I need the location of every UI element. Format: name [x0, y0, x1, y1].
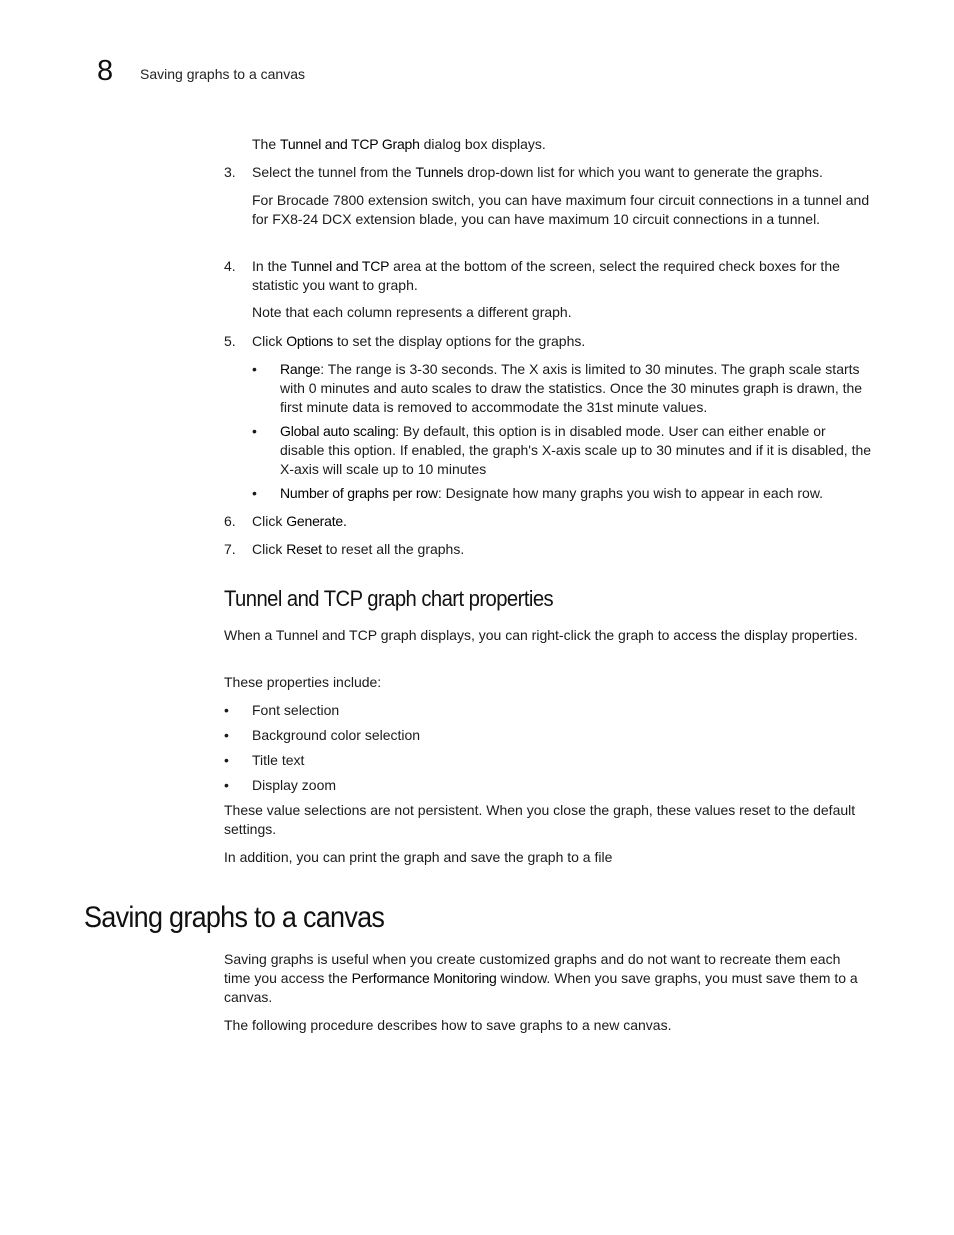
step-text: Click [252, 333, 287, 349]
section-heading-tcp-properties: Tunnel and TCP graph chart properties [224, 586, 554, 611]
property-item [224, 701, 864, 720]
window-name: Performance Monitoring [351, 970, 497, 986]
chapter-number: 8 [97, 55, 114, 87]
option-graphs-per-row [252, 484, 872, 503]
canvas-text-pre: Saving graphs is useful when you create customized graphs and do not want to recreate them each time you access the [224, 951, 841, 986]
section-heading-saving-graphs: Saving graphs to a canvas [84, 901, 385, 934]
tcp-para-2: These properties include: [224, 674, 382, 690]
canvas-text-post: window. When you save graphs, you must save them to a canvas. [224, 970, 858, 1005]
step-number: 5. [224, 333, 236, 349]
bullet-icon: • [224, 752, 229, 768]
step-3 [224, 163, 870, 182]
intro-text-pre: The [252, 136, 281, 152]
property-item [224, 726, 864, 745]
option-term: Range [280, 361, 321, 377]
step-6 [224, 512, 870, 531]
property-label: Display zoom [252, 777, 337, 793]
property-label: Font selection [252, 702, 340, 718]
option-description: : By default, this option is in disabled mode. User can either enable or disable this option. If enabled, the graph's X-axis scale up to 30 minutes and if it is disabled, the X-axis will scale up to 10 minutes [280, 423, 872, 477]
step-number: 3. [224, 164, 236, 180]
bullet-icon: • [252, 361, 257, 377]
step-7 [224, 540, 870, 559]
ui-term: Tunnel and TCP [290, 258, 390, 274]
ui-term: Generate. [286, 513, 347, 529]
step-number: 6. [224, 513, 236, 529]
step-number: 7. [224, 541, 236, 557]
step-text: drop-down list for which you want to generate the graphs. [463, 164, 823, 180]
bullet-icon: • [224, 777, 229, 793]
canvas-para-1 [224, 950, 870, 1007]
step-number: 4. [224, 258, 236, 274]
property-label: Title text [252, 752, 305, 768]
step-3-note: For Brocade 7800 extension switch, you can have maximum four circuit connections in a tunnel and for FX8-24 DCX extension blade, you can have maximum 10 circuit connections in a tunnel. [252, 192, 870, 227]
intro-text-post: dialog box displays. [419, 136, 546, 152]
ui-term: Options [286, 333, 334, 349]
dialog-name: Tunnel and TCP Graph [280, 136, 420, 152]
step-text: to set the display options for the graphs. [333, 333, 586, 349]
step-5 [224, 332, 870, 351]
tcp-para-1: When a Tunnel and TCP graph displays, you can right-click the graph to access the display properties. [224, 627, 858, 643]
step-4 [224, 257, 870, 295]
step-text: Click [252, 541, 287, 557]
property-item [224, 751, 864, 770]
step-text: In the [252, 258, 291, 274]
bullet-icon: • [252, 485, 257, 501]
tcp-para-3: These value selections are not persistent. When you close the graph, these values reset to the default settings. [224, 802, 856, 837]
option-range [252, 360, 872, 417]
tcp-para-4: In addition, you can print the graph and save the graph to a file [224, 849, 613, 865]
option-term: Global auto scaling [280, 423, 396, 439]
bullet-icon: • [224, 727, 229, 743]
property-item [224, 776, 864, 795]
bullet-icon: • [224, 702, 229, 718]
step-text: to reset all the graphs. [321, 541, 465, 557]
intro-paragraph [252, 135, 872, 154]
step-4-note: Note that each column represents a different graph. [252, 304, 572, 320]
option-description: : The range is 3-30 seconds. The X axis is limited to 30 minutes. The graph scale starts with 0 minutes and auto scales to draw the statistics. Once the 30 minutes graph is drawn, the first minute data is removed to accommodate the 31st minute values. [280, 361, 863, 415]
option-term: Number of graphs per row [280, 485, 438, 501]
step-text: area at the bottom of the screen, select the required check boxes for the statistic you want to graph. [252, 258, 840, 293]
step-text: Select the tunnel from the [252, 164, 416, 180]
option-description: : Designate how many graphs you wish to appear in each row. [437, 485, 824, 501]
canvas-para-2: The following procedure describes how to save graphs to a new canvas. [224, 1017, 672, 1033]
running-header-title: Saving graphs to a canvas [140, 66, 305, 82]
bullet-icon: • [252, 423, 257, 439]
step-text: Click [252, 513, 287, 529]
ui-term: Tunnels [415, 164, 464, 180]
ui-term: Reset [286, 541, 322, 557]
property-label: Background color selection [252, 727, 421, 743]
option-global-auto-scaling [252, 422, 872, 479]
